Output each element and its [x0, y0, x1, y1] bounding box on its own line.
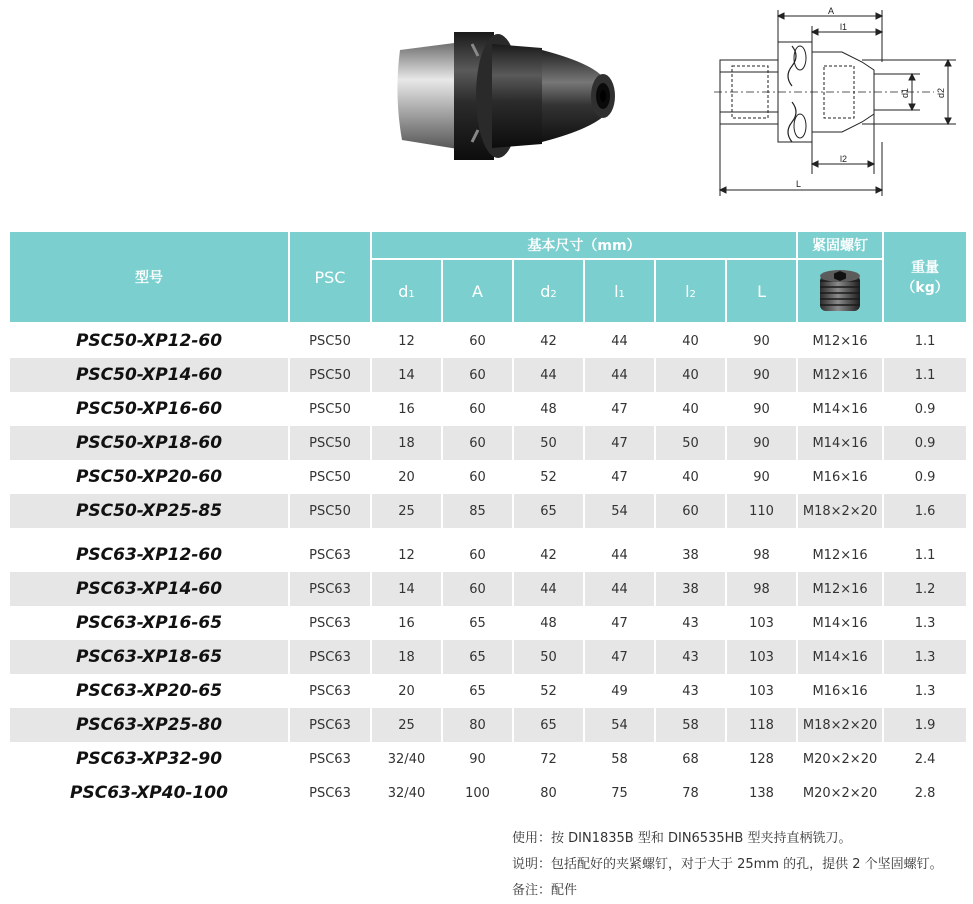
table-cell: 32/40: [371, 776, 442, 810]
table-row: [9, 494, 967, 533]
table-cell: 65: [513, 494, 584, 533]
header-col-main: l: [685, 281, 690, 301]
table-cell: PSC50: [289, 426, 371, 460]
header-basic-dimensions: 基本尺寸（mm）: [371, 231, 797, 259]
table-cell: 65: [513, 708, 584, 742]
table-cell: 32/40: [371, 742, 442, 776]
table-cell: 75: [584, 776, 655, 810]
table-cell: 60: [442, 572, 513, 606]
model-cell: PSC50-XP25-85: [9, 494, 289, 533]
table-cell: 60: [655, 494, 726, 533]
table-cell: 1.3: [883, 606, 967, 640]
header-model: 型号: [9, 231, 289, 323]
table-cell: 1.2: [883, 572, 967, 606]
table-cell: 118: [726, 708, 797, 742]
table-cell: 43: [655, 674, 726, 708]
table-cell: PSC63: [289, 708, 371, 742]
table-cell: PSC63: [289, 533, 371, 572]
table-cell: 90: [726, 392, 797, 426]
set-screw-icon: [812, 267, 868, 315]
header-col-4: [655, 259, 726, 323]
table-cell: M18×2×20: [797, 708, 883, 742]
table-cell: 47: [584, 426, 655, 460]
table-cell: 14: [371, 358, 442, 392]
table-cell: 42: [513, 323, 584, 358]
header-psc: PSC: [289, 231, 371, 323]
table-cell: M14×16: [797, 640, 883, 674]
table-cell: 65: [442, 640, 513, 674]
table-row: [9, 323, 967, 358]
dim-a-label: A: [828, 6, 835, 16]
table-cell: M14×16: [797, 392, 883, 426]
dim-l1-label: l1: [840, 22, 848, 32]
header-weight-unit: （kg）: [901, 280, 949, 296]
table-row: [9, 708, 967, 742]
table-cell: 43: [655, 640, 726, 674]
header-col-3: [584, 259, 655, 323]
table-cell: 38: [655, 533, 726, 572]
table-cell: 138: [726, 776, 797, 810]
table-cell: 60: [442, 533, 513, 572]
model-cell: PSC63-XP40-100: [9, 776, 289, 810]
table-cell: 40: [655, 358, 726, 392]
header-col-2: [513, 259, 584, 323]
table-cell: 0.9: [883, 392, 967, 426]
table-cell: 110: [726, 494, 797, 533]
table-cell: 58: [584, 742, 655, 776]
header-weight: [883, 231, 967, 323]
table-cell: 12: [371, 533, 442, 572]
table-cell: 98: [726, 572, 797, 606]
table-cell: 40: [655, 460, 726, 494]
model-cell: PSC63-XP16-65: [9, 606, 289, 640]
table-cell: 54: [584, 708, 655, 742]
table-cell: PSC63: [289, 742, 371, 776]
table-cell: 1.3: [883, 674, 967, 708]
table-cell: 20: [371, 674, 442, 708]
header-col-5: [726, 259, 797, 323]
table-cell: 43: [655, 606, 726, 640]
header-col-0: [371, 259, 442, 323]
table-cell: M20×2×20: [797, 742, 883, 776]
table-cell: 1.1: [883, 533, 967, 572]
table-cell: 98: [726, 533, 797, 572]
header-col-sub: 1: [408, 288, 415, 300]
header-col-main: L: [757, 281, 766, 301]
model-cell: PSC63-XP12-60: [9, 533, 289, 572]
table-row: [9, 426, 967, 460]
table-cell: 50: [655, 426, 726, 460]
model-cell: PSC50-XP12-60: [9, 323, 289, 358]
table-cell: M12×16: [797, 533, 883, 572]
table-cell: M14×16: [797, 426, 883, 460]
header-screw-image: [797, 259, 883, 323]
table-cell: 60: [442, 392, 513, 426]
table-cell: 103: [726, 674, 797, 708]
table-cell: 40: [655, 323, 726, 358]
table-cell: 1.1: [883, 323, 967, 358]
table-cell: 60: [442, 358, 513, 392]
table-row: [9, 776, 967, 810]
table-cell: 90: [726, 358, 797, 392]
table-row: [9, 460, 967, 494]
table-cell: 44: [513, 572, 584, 606]
table-cell: 80: [513, 776, 584, 810]
table-cell: 2.4: [883, 742, 967, 776]
table-row: [9, 572, 967, 606]
table-cell: M16×16: [797, 460, 883, 494]
table-cell: 44: [513, 358, 584, 392]
table-cell: 44: [584, 533, 655, 572]
table-cell: 60: [442, 323, 513, 358]
table-cell: 0.9: [883, 460, 967, 494]
table-cell: 25: [371, 494, 442, 533]
table-cell: 128: [726, 742, 797, 776]
header-weight-label: 重量: [911, 260, 940, 276]
model-cell: PSC63-XP18-65: [9, 640, 289, 674]
table-cell: 58: [655, 708, 726, 742]
table-cell: 12: [371, 323, 442, 358]
table-cell: 0.9: [883, 426, 967, 460]
table-cell: M18×2×20: [797, 494, 883, 533]
dim-d1-label: d1: [900, 87, 910, 98]
header-col-sub: 2: [689, 288, 696, 300]
table-cell: 16: [371, 606, 442, 640]
model-cell: PSC50-XP14-60: [9, 358, 289, 392]
header-screw: 紧固螺钉: [797, 231, 883, 259]
model-cell: PSC63-XP14-60: [9, 572, 289, 606]
table-cell: M14×16: [797, 606, 883, 640]
table-cell: PSC63: [289, 776, 371, 810]
header-col-main: d: [398, 281, 409, 301]
table-cell: 1.1: [883, 358, 967, 392]
technical-drawing: [712, 2, 962, 197]
table-row: [9, 640, 967, 674]
table-row: [9, 606, 967, 640]
spec-table: [8, 230, 968, 810]
table-cell: 85: [442, 494, 513, 533]
table-cell: 25: [371, 708, 442, 742]
table-cell: 1.3: [883, 640, 967, 674]
dim-l2-label: l2: [840, 154, 848, 164]
table-cell: 20: [371, 460, 442, 494]
table-cell: 48: [513, 606, 584, 640]
table-cell: 103: [726, 640, 797, 674]
table-cell: 18: [371, 640, 442, 674]
table-cell: M12×16: [797, 358, 883, 392]
table-cell: 52: [513, 460, 584, 494]
table-cell: 1.9: [883, 708, 967, 742]
table-row: [9, 674, 967, 708]
table-cell: 90: [726, 323, 797, 358]
header-col-1: [442, 259, 513, 323]
note-description: 说明：包括配好的夹紧螺钉，对于大于 25mm 的孔，提供 2 个坚固螺钉。: [512, 857, 943, 872]
table-cell: PSC50: [289, 460, 371, 494]
model-cell: PSC50-XP20-60: [9, 460, 289, 494]
table-cell: M16×16: [797, 674, 883, 708]
table-row: [9, 742, 967, 776]
table-cell: M12×16: [797, 572, 883, 606]
table-cell: 90: [726, 426, 797, 460]
table-cell: 103: [726, 606, 797, 640]
table-row: [9, 392, 967, 426]
model-cell: PSC63-XP25-80: [9, 708, 289, 742]
table-cell: 1.6: [883, 494, 967, 533]
table-cell: 80: [442, 708, 513, 742]
note-usage: 使用：按 DIN1835B 型和 DIN6535HB 型夹持直柄铣刀。: [512, 831, 852, 846]
table-cell: 68: [655, 742, 726, 776]
dim-l-label: L: [796, 179, 802, 189]
header-col-sub: 1: [618, 288, 625, 300]
table-cell: 44: [584, 572, 655, 606]
table-cell: 16: [371, 392, 442, 426]
product-photo: [392, 22, 627, 172]
table-cell: 2.8: [883, 776, 967, 810]
dim-d2-label: d2: [936, 87, 946, 98]
table-cell: 14: [371, 572, 442, 606]
table-cell: 60: [442, 460, 513, 494]
table-cell: PSC63: [289, 674, 371, 708]
model-cell: PSC50-XP18-60: [9, 426, 289, 460]
table-cell: 47: [584, 460, 655, 494]
table-cell: PSC50: [289, 323, 371, 358]
table-cell: 47: [584, 640, 655, 674]
table-cell: M20×2×20: [797, 776, 883, 810]
note-remark: 备注：配件: [512, 883, 578, 898]
table-cell: PSC50: [289, 392, 371, 426]
table-cell: 50: [513, 426, 584, 460]
table-cell: 90: [442, 742, 513, 776]
table-cell: 90: [726, 460, 797, 494]
table-cell: 100: [442, 776, 513, 810]
header-col-sub: 2: [550, 288, 557, 300]
table-cell: 44: [584, 323, 655, 358]
table-cell: 78: [655, 776, 726, 810]
table-cell: 52: [513, 674, 584, 708]
table-cell: PSC50: [289, 358, 371, 392]
notes: [512, 826, 943, 904]
table-cell: 44: [584, 358, 655, 392]
header-col-main: l: [614, 281, 619, 301]
table-row: [9, 358, 967, 392]
table-cell: 49: [584, 674, 655, 708]
table-cell: 38: [655, 572, 726, 606]
table-cell: 65: [442, 606, 513, 640]
model-cell: PSC50-XP16-60: [9, 392, 289, 426]
table-cell: 18: [371, 426, 442, 460]
header-col-main: A: [472, 281, 483, 301]
table-cell: 47: [584, 606, 655, 640]
table-cell: 72: [513, 742, 584, 776]
table-cell: M12×16: [797, 323, 883, 358]
table-row: [9, 533, 967, 572]
table-cell: 54: [584, 494, 655, 533]
table-cell: PSC63: [289, 640, 371, 674]
table-cell: 60: [442, 426, 513, 460]
table-cell: PSC63: [289, 572, 371, 606]
table-cell: 50: [513, 640, 584, 674]
table-cell: 40: [655, 392, 726, 426]
table-cell: PSC50: [289, 494, 371, 533]
table-cell: 65: [442, 674, 513, 708]
table-cell: 42: [513, 533, 584, 572]
table-cell: 48: [513, 392, 584, 426]
table-cell: PSC63: [289, 606, 371, 640]
table-cell: 47: [584, 392, 655, 426]
header-col-main: d: [540, 281, 551, 301]
model-cell: PSC63-XP20-65: [9, 674, 289, 708]
model-cell: PSC63-XP32-90: [9, 742, 289, 776]
